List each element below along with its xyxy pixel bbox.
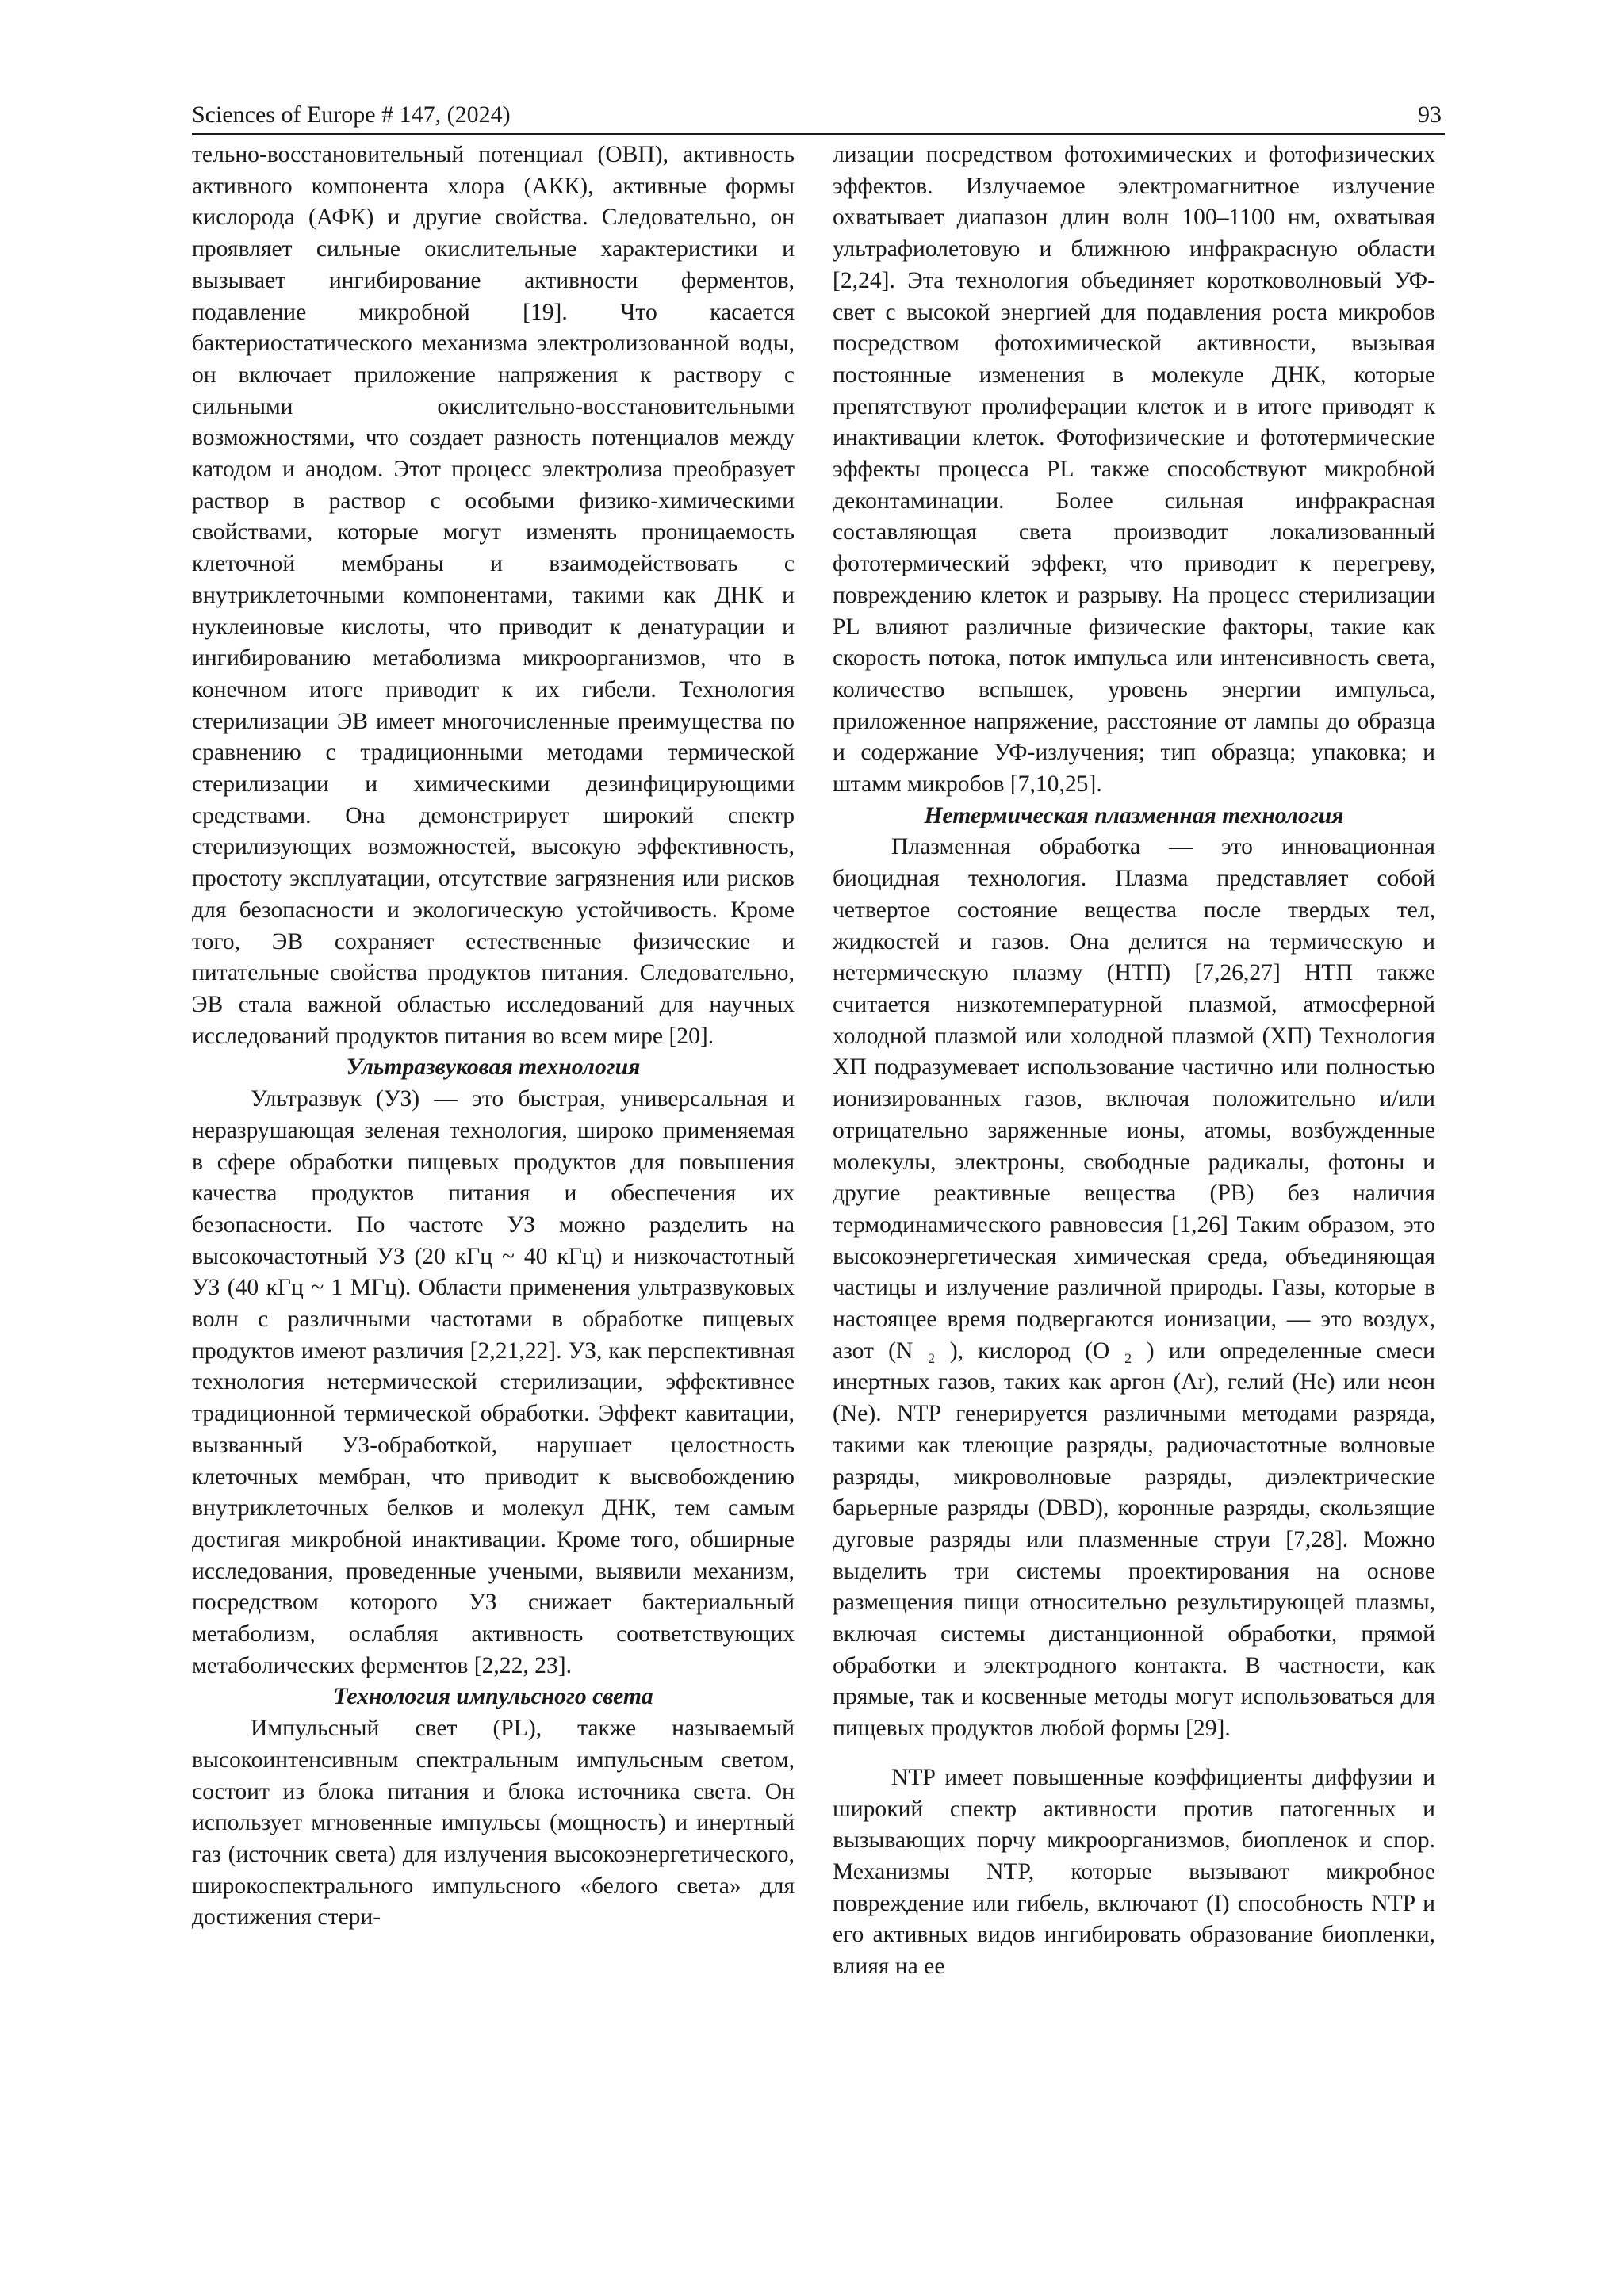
paragraph-pulsed-light-intro: Импульсный свет (PL), также называемый высокоинтенсивным спектральным импульсным светом, состоит из блока питания и блока источника света. Он использует мгновенные импульсы (мощность) и инертный газ (источник света) для излучения высокоэнергетического, широкоспектрального импульсного «белого света» для достижения стери-: [192, 1716, 795, 1931]
article-page: [192, 97, 1445, 1980]
page-number: 93: [1418, 101, 1442, 128]
section-heading-ultrasound: Ультразвуковая технология: [346, 1054, 641, 1081]
right-column: [833, 140, 1435, 1983]
journal-title: Sciences of Europe # 147, (2024): [192, 101, 511, 128]
running-head: [192, 97, 1445, 135]
paragraph-ultrasound: Ультразвук (УЗ) — это быстрая, универсальная и неразрушающая зеленая технология, широко применяемая в сфере обработки пищевых продуктов для повышения качества продуктов питания и обеспечения их безопасности. По частоте УЗ можно разделить на высокочастотный УЗ (20 кГц ~ 40 кГц) и низкочастотный УЗ (40 кГц ~ 1 МГц). Области применения ультразвуковых волн с различными частотами в обработке пищевых продуктов имеют различия [2,21,22]. УЗ, как перспективная технология нетермической стерилизации, эффективнее традиционной термической обработки. Эффект кавитации, вызванный УЗ-обработкой, нарушает целостность клеточных мембран, что приводит к высвобождению внутриклеточных белков и молекул ДНК, тем самым достигая микробной инактивации. Кроме того, обширные исследования, проведенные учеными, выявили механизм, посредством которого УЗ снижает бактериальный метаболизм, ослабляя активность соответствующих метаболических ферментов [2,22, 23].: [192, 1086, 795, 1678]
paragraph-ntp-mechanisms: NTP имеет повышенные коэффициенты диффузии и широкий спектр активности против патогенных и вызывающих порчу микроорганизмов, биопленок и спор. Механизмы NTP, которые вызывают микробное повреждение или гибель, включают (I) способность NTP и его активных видов ингибировать образование биопленки, влияя на ее: [833, 1764, 1435, 1980]
section-heading-nonthermal-plasma: Нетермическая плазменная технология: [924, 802, 1344, 828]
section-heading-pulsed-light: Технология импульсного света: [333, 1684, 653, 1710]
paragraph-electrolyzed-water: тельно-восстановительный потенциал (ОВП), активность активного компонента хлора (АКК), активные формы кислорода (АФК) и другие свойства. Следовательно, он проявляет сильные окислительные характеристики и вызывает ингибирование активности ферментов, подавление микробной [19]. Что касается бактериостатического механизма электролизованной воды, он включает приложение напряжения к раствору с сильными окислительно-восстановительными возможностями, что создает разность потенциалов между катодом и анодом. Этот процесс электролиза преобразует раствор в раствор с особыми физико-химическими свойствами, которые могут изменять проницаемость клеточной мембраны и взаимодействовать с внутриклеточными компонентами, такими как ДНК и нуклеиновые кислоты, что приводит к денатурации и ингибированию метаболизма микроорганизмов, что в конечном итоге приводит к их гибели. Технология стерилизации ЭВ имеет многочисленные преимущества по сравнению с традиционными методами термической стерилизации и химическими дезинфицирующими средствами. Она демонстрирует широкий спектр стерилизующих возможностей, высокую эффективность, простоту эксплуатации, отсутствие загрязнения или рисков для безопасности и экологическую устойчивость. Кроме того, ЭВ сохраняет естественные физические и питательные свойства продуктов питания. Следовательно, ЭВ стала важной областью исследований для научных исследований продуктов питания во всем мире [20].: [192, 142, 795, 1049]
paragraph-plasma: Плазменная обработка — это инновационная биоцидная технология. Плазма представляет собой четвертое состояние вещества после твердых тел, жидкостей и газов. Она делится на термическую и нетермическую плазму (НТП) [7,26,27] НТП также считается низкотемпературной плазмой, атмосферной холодной плазмой или холодной плазмой (ХП) Технология ХП подразумевает использование частично или полностью ионизированных газов, включая положительно и/или отрицательно заряженные ионы, атомы, возбужденные молекулы, электроны, свободные радикалы, фотоны и другие реактивные вещества (РВ) без наличия термодинамического равновесия [1,26] Таким образом, это высокоэнергетическая химическая среда, объединяющая частицы и излучение различной природы. Газы, которые в настоящее время подвергаются ионизации, — это воздух, азот (N ₂ ), кислород (O ₂ ) или определенные смеси инертных газов, таких как аргон (Ar), гелий (He) или неон (Ne). NTP генерируется различными методами разряда, такими как тлеющие разряды, радиочастотные волновые разряды, микроволновые разряды, диэлектрические барьерные разряды (DBD), коронные разряды, скользящие дуговые разряды или плазменные струи [7,28]. Можно выделить три системы проектирования на основе размещения пищи относительно результирующей плазмы, включая системы дистанционной обработки, прямой обработки и электродного контакта. В частности, как прямые, так и косвенные методы могут использоваться для пищевых продуктов любой формы [29].: [833, 834, 1435, 1742]
paragraph-pulsed-light-continued: лизации посредством фотохимических и фотофизических эффектов. Излучаемое электромагнитное излучение охватывает диапазон длин волн 100–1100 нм, охватывая ультрафиолетовую и ближнюю инфракрасную области [2,24]. Эта технология объединяет коротковолновый УФ-свет с высокой энергией для подавления роста микробов посредством фотохимической активности, вызывая постоянные изменения в молекуле ДНК, которые препятствуют пролиферации клеток и в итоге приводят к инактивации клеток. Фотофизические и фототермические эффекты процесса PL также способствуют микробной деконтаминации. Более сильная инфракрасная составляющая света производит локализованный фототермический эффект, что приводит к перегреву, повреждению клеток и разрыву. На процесс стерилизации PL влияют различные физические факторы, такие как скорость потока, поток импульса или интенсивность света, количество вспышек, уровень энергии импульса, приложенное напряжение, расстояние от лампы до образца и содержание УФ-излучения; тип образца; упаковка; и штамм микробов [7,10,25].: [833, 142, 1435, 798]
left-column: [192, 140, 795, 1934]
